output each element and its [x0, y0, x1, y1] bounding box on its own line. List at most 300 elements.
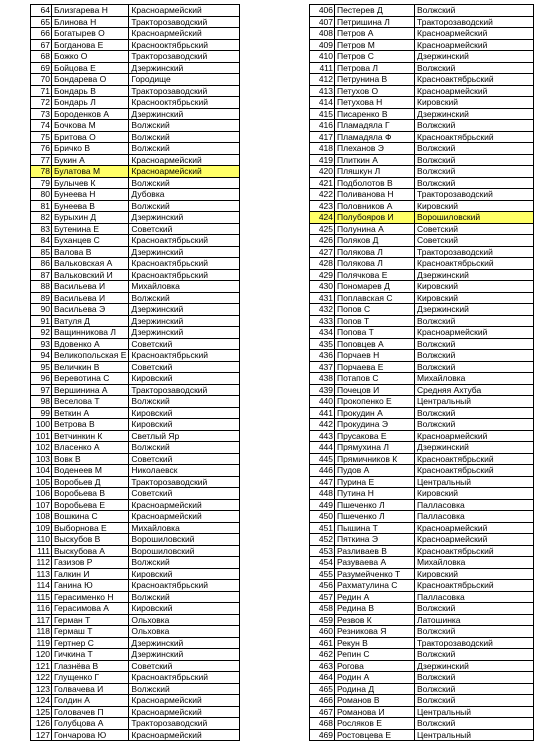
row-number: 410 — [310, 51, 335, 63]
table-row — [31, 120, 240, 132]
person-name: Разумейченко Т — [335, 568, 415, 580]
row-number: 442 — [310, 419, 335, 431]
person-name: Гичкина Т — [52, 649, 129, 661]
table-row — [310, 131, 534, 143]
person-name: Разливаев В — [335, 545, 415, 557]
roster-table-right — [309, 4, 534, 741]
row-number: 117 — [31, 614, 52, 626]
row-number: 425 — [310, 223, 335, 235]
district-name: Дзержинский — [129, 212, 240, 224]
district-name: Дзержинский — [129, 315, 240, 327]
person-name: Гертнер С — [52, 637, 129, 649]
table-row — [31, 442, 240, 454]
person-name: Галкин И — [52, 568, 129, 580]
table-row — [31, 62, 240, 74]
district-name: Советский — [129, 453, 240, 465]
person-name: Путина Н — [335, 488, 415, 500]
row-number: 71 — [31, 85, 52, 97]
row-number: 120 — [31, 649, 52, 661]
district-name: Красноактябрьский — [129, 350, 240, 362]
table-row — [31, 396, 240, 408]
district-name: Красноактябрьский — [129, 258, 240, 270]
person-name: Головачев П — [52, 706, 129, 718]
person-name: Романов В — [335, 695, 415, 707]
district-name: Дзержинский — [129, 327, 240, 339]
person-name: Васильева Э — [52, 304, 129, 316]
table-row — [31, 591, 240, 603]
table-row — [310, 591, 534, 603]
table-row — [310, 672, 534, 684]
person-name: Рахматулина С — [335, 580, 415, 592]
table-row — [310, 695, 534, 707]
table-row — [310, 430, 534, 442]
table-row — [31, 476, 240, 488]
row-number: 444 — [310, 442, 335, 454]
person-name: Пляшкун Л — [335, 166, 415, 178]
row-number: 455 — [310, 568, 335, 580]
table-row — [31, 361, 240, 373]
person-name: Прокудин А — [335, 407, 415, 419]
row-number: 118 — [31, 626, 52, 638]
district-name: Красноармейский — [129, 499, 240, 511]
person-name: Бунеева В — [52, 200, 129, 212]
person-name: Веселова Т — [52, 396, 129, 408]
row-number: 438 — [310, 373, 335, 385]
person-name: Пламадяла Ф — [335, 131, 415, 143]
district-name: Дзержинский — [129, 649, 240, 661]
table-row — [310, 235, 534, 247]
district-name: Тракторозаводский — [415, 189, 534, 201]
table-row — [310, 154, 534, 166]
district-name: Волжский — [129, 442, 240, 454]
table-row — [310, 28, 534, 40]
table-row — [310, 97, 534, 109]
district-name: Дзержинский — [415, 304, 534, 316]
district-name: Красноактябрьский — [129, 672, 240, 684]
district-name: Кировский — [129, 373, 240, 385]
table-row — [310, 143, 534, 155]
person-name: Прусакова Е — [335, 430, 415, 442]
table-row — [31, 5, 240, 17]
row-number: 76 — [31, 143, 52, 155]
person-name: Пышина Т — [335, 522, 415, 534]
row-number: 467 — [310, 706, 335, 718]
row-number: 420 — [310, 166, 335, 178]
table-row — [310, 246, 534, 258]
person-name: Бритова О — [52, 131, 129, 143]
person-name: Власенко А — [52, 442, 129, 454]
table-row — [310, 361, 534, 373]
row-number: 72 — [31, 97, 52, 109]
table-row — [31, 154, 240, 166]
table-row — [310, 200, 534, 212]
table-row — [310, 465, 534, 477]
row-number: 83 — [31, 223, 52, 235]
district-name: Красноармейский — [129, 706, 240, 718]
table-row — [31, 223, 240, 235]
row-number: 416 — [310, 120, 335, 132]
table-row — [31, 39, 240, 51]
table-row — [31, 534, 240, 546]
person-name: Голвачева И — [52, 683, 129, 695]
person-name: Подболотов В — [335, 177, 415, 189]
table-row — [310, 269, 534, 281]
table-row — [31, 672, 240, 684]
district-name: Советский — [415, 235, 534, 247]
district-name: Центральный — [415, 396, 534, 408]
table-row — [31, 580, 240, 592]
table-row-highlighted — [310, 212, 534, 224]
row-number: 458 — [310, 603, 335, 615]
table-row — [310, 120, 534, 132]
district-name: Волжский — [415, 419, 534, 431]
person-name: Почецов И — [335, 384, 415, 396]
district-name: Красноактябрьский — [129, 580, 240, 592]
table-row — [31, 51, 240, 63]
district-name: Красноармейский — [129, 154, 240, 166]
row-number: 78 — [31, 166, 52, 178]
row-number: 112 — [31, 557, 52, 569]
table-row — [310, 223, 534, 235]
district-name: Ворошиловский — [129, 545, 240, 557]
district-name: Ольховка — [129, 626, 240, 638]
row-number: 431 — [310, 292, 335, 304]
table-row — [31, 85, 240, 97]
district-name: Палласовка — [415, 511, 534, 523]
person-name: Голубцова А — [52, 718, 129, 730]
table-row — [310, 626, 534, 638]
district-name: Красноармейский — [415, 430, 534, 442]
table-row — [31, 649, 240, 661]
person-name: Бунеева Н — [52, 189, 129, 201]
table-row — [310, 108, 534, 120]
row-number: 114 — [31, 580, 52, 592]
district-name: Тракторозаводский — [129, 384, 240, 396]
district-name: Центральный — [415, 706, 534, 718]
district-name: Волжский — [415, 166, 534, 178]
table-row — [31, 488, 240, 500]
person-name: Половников А — [335, 200, 415, 212]
district-name: Волжский — [415, 649, 534, 661]
person-name: Рогова — [335, 660, 415, 672]
person-name: Валова В — [52, 246, 129, 258]
district-name: Николаевск — [129, 465, 240, 477]
table-row — [310, 51, 534, 63]
district-name: Дзержинский — [129, 108, 240, 120]
person-name: Величкин В — [52, 361, 129, 373]
district-name: Дзержинский — [415, 108, 534, 120]
row-number: 459 — [310, 614, 335, 626]
person-name: Бондарь Л — [52, 97, 129, 109]
row-number: 65 — [31, 16, 52, 28]
row-number: 434 — [310, 327, 335, 339]
table-row — [31, 384, 240, 396]
person-name: Ветрова В — [52, 419, 129, 431]
person-name: Блинова Н — [52, 16, 129, 28]
row-number: 102 — [31, 442, 52, 454]
district-name: Кировский — [129, 419, 240, 431]
row-number: 441 — [310, 407, 335, 419]
district-name: Михайловка — [129, 281, 240, 293]
district-name: Красноактябрьский — [129, 269, 240, 281]
table-row — [310, 557, 534, 569]
row-number: 123 — [31, 683, 52, 695]
row-number: 75 — [31, 131, 52, 143]
district-name: Ворошиловский — [129, 534, 240, 546]
person-name: Бурыхин Д — [52, 212, 129, 224]
person-name: Вальковская А — [52, 258, 129, 270]
district-name: Волжский — [415, 62, 534, 74]
person-name: Росляков Е — [335, 718, 415, 730]
row-number: 463 — [310, 660, 335, 672]
table-row — [310, 729, 534, 741]
table-row — [31, 522, 240, 534]
person-name: Поляков Д — [335, 235, 415, 247]
person-name: Гермаш Т — [52, 626, 129, 638]
person-name: Писаренко В — [335, 108, 415, 120]
table-row — [31, 511, 240, 523]
person-name: Герасименко Н — [52, 591, 129, 603]
person-name: Глазнёва В — [52, 660, 129, 672]
district-name: Волжский — [415, 672, 534, 684]
table-row — [31, 626, 240, 638]
person-name: Булатова М — [52, 166, 129, 178]
district-name: Волжский — [415, 683, 534, 695]
row-number: 440 — [310, 396, 335, 408]
person-name: Полякова Л — [335, 258, 415, 270]
table-row — [31, 143, 240, 155]
person-name: Вдовенко А — [52, 338, 129, 350]
row-number: 426 — [310, 235, 335, 247]
table-row — [31, 557, 240, 569]
row-number: 97 — [31, 384, 52, 396]
district-name: Кировский — [415, 568, 534, 580]
district-name: Красноармейский — [129, 695, 240, 707]
person-name: Богданова Е — [52, 39, 129, 51]
person-name: Потапов С — [335, 373, 415, 385]
row-number: 121 — [31, 660, 52, 672]
person-name: Рекун В — [335, 637, 415, 649]
table-row — [31, 614, 240, 626]
row-number: 127 — [31, 729, 52, 741]
table-row — [310, 384, 534, 396]
person-name: Попова Т — [335, 327, 415, 339]
person-name: Петришина Л — [335, 16, 415, 28]
row-number: 447 — [310, 476, 335, 488]
person-name: Бойцова Е — [52, 62, 129, 74]
table-row — [310, 603, 534, 615]
row-number: 407 — [310, 16, 335, 28]
table-row — [31, 74, 240, 86]
table-row — [310, 62, 534, 74]
person-name: Пурина Е — [335, 476, 415, 488]
person-name: Поповцев А — [335, 338, 415, 350]
district-name: Средняя Ахтуба — [415, 384, 534, 396]
table-row — [310, 534, 534, 546]
table-row — [31, 212, 240, 224]
row-number: 437 — [310, 361, 335, 373]
table-row — [31, 108, 240, 120]
row-number: 413 — [310, 85, 335, 97]
district-name: Михайловка — [415, 373, 534, 385]
table-row — [310, 488, 534, 500]
person-name: Петров М — [335, 39, 415, 51]
district-name: Волжский — [129, 396, 240, 408]
table-row — [31, 683, 240, 695]
district-name: Красноактябрьский — [415, 453, 534, 465]
row-number: 96 — [31, 373, 52, 385]
person-name: Петрова Л — [335, 62, 415, 74]
person-name: Глущенко Г — [52, 672, 129, 684]
person-name: Бороденков А — [52, 108, 129, 120]
person-name: Газизов Р — [52, 557, 129, 569]
person-name: Романова И — [335, 706, 415, 718]
table-row — [310, 442, 534, 454]
district-name: Волжский — [415, 603, 534, 615]
district-name: Волжский — [129, 120, 240, 132]
row-number: 77 — [31, 154, 52, 166]
district-name: Михайловка — [129, 522, 240, 534]
table-row — [31, 269, 240, 281]
district-name: Краснооктябрьский — [129, 39, 240, 51]
row-number: 429 — [310, 269, 335, 281]
table-row — [310, 292, 534, 304]
person-name: Петухов О — [335, 85, 415, 97]
row-number: 460 — [310, 626, 335, 638]
roster-table-left — [30, 4, 240, 741]
table-row — [31, 706, 240, 718]
person-name: Васильева И — [52, 292, 129, 304]
table-row — [310, 476, 534, 488]
table-row — [310, 304, 534, 316]
row-number: 93 — [31, 338, 52, 350]
row-number: 417 — [310, 131, 335, 143]
row-number: 465 — [310, 683, 335, 695]
person-name: Выскубова А — [52, 545, 129, 557]
person-name: Прямухина Л — [335, 442, 415, 454]
person-name: Полубояров И — [335, 212, 415, 224]
district-name: Городище — [129, 74, 240, 86]
district-name: Советский — [129, 338, 240, 350]
row-number: 99 — [31, 407, 52, 419]
row-number: 422 — [310, 189, 335, 201]
row-number: 411 — [310, 62, 335, 74]
row-number: 119 — [31, 637, 52, 649]
district-name: Волжский — [415, 177, 534, 189]
district-name: Палласовка — [415, 499, 534, 511]
district-name: Тракторозаводский — [415, 16, 534, 28]
district-name: Красноармейский — [415, 28, 534, 40]
row-number: 98 — [31, 396, 52, 408]
person-name: Петухова Н — [335, 97, 415, 109]
district-name: Красноактябрьский — [415, 465, 534, 477]
person-name: Букин А — [52, 154, 129, 166]
person-name: Пшеченко Л — [335, 499, 415, 511]
district-name: Дзержинский — [129, 62, 240, 74]
row-number: 92 — [31, 327, 52, 339]
table-row — [310, 189, 534, 201]
table-row — [31, 16, 240, 28]
person-name: Бочкова М — [52, 120, 129, 132]
row-number: 448 — [310, 488, 335, 500]
person-name: Гончарова Ю — [52, 729, 129, 741]
district-name: Кировский — [415, 281, 534, 293]
row-number: 104 — [31, 465, 52, 477]
district-name: Волжский — [415, 315, 534, 327]
district-name: Красноармейский — [415, 534, 534, 546]
row-number: 105 — [31, 476, 52, 488]
district-name: Волжский — [129, 292, 240, 304]
row-number: 419 — [310, 154, 335, 166]
district-name: Волжский — [415, 143, 534, 155]
table-row — [31, 430, 240, 442]
district-name: Кировский — [129, 603, 240, 615]
table-row — [31, 637, 240, 649]
row-number: 468 — [310, 718, 335, 730]
row-number: 418 — [310, 143, 335, 155]
row-number: 89 — [31, 292, 52, 304]
district-name: Палласовка — [415, 591, 534, 603]
district-name: Кировский — [129, 568, 240, 580]
row-number: 453 — [310, 545, 335, 557]
row-number: 74 — [31, 120, 52, 132]
table-row — [310, 5, 534, 17]
row-number: 430 — [310, 281, 335, 293]
person-name: Бричко В — [52, 143, 129, 155]
row-number: 94 — [31, 350, 52, 362]
table-row — [31, 499, 240, 511]
person-name: Ващинникова Л — [52, 327, 129, 339]
table-row — [31, 695, 240, 707]
district-name: Волжский — [415, 120, 534, 132]
row-number: 450 — [310, 511, 335, 523]
district-name: Волжский — [415, 626, 534, 638]
district-name: Дзержинский — [129, 304, 240, 316]
district-name: Советский — [129, 223, 240, 235]
table-row — [310, 637, 534, 649]
district-name: Волжский — [415, 361, 534, 373]
row-number: 70 — [31, 74, 52, 86]
district-name: Кировский — [415, 488, 534, 500]
person-name: Плеханов Э — [335, 143, 415, 155]
person-name: Плиткин А — [335, 154, 415, 166]
district-name: Красноармейский — [415, 39, 534, 51]
row-number: 415 — [310, 108, 335, 120]
person-name: Попов Т — [335, 315, 415, 327]
district-name: Дзержинский — [415, 269, 534, 281]
table-row — [310, 315, 534, 327]
row-number: 88 — [31, 281, 52, 293]
person-name: Герман Т — [52, 614, 129, 626]
row-number: 439 — [310, 384, 335, 396]
person-name: Воробьева Е — [52, 499, 129, 511]
person-name: Петрунина В — [335, 74, 415, 86]
person-name: Булычев К — [52, 177, 129, 189]
row-number: 462 — [310, 649, 335, 661]
row-number: 66 — [31, 28, 52, 40]
table-row — [310, 85, 534, 97]
district-name: Красноармейский — [129, 28, 240, 40]
row-number: 82 — [31, 212, 52, 224]
person-name: Буханцев С — [52, 235, 129, 247]
district-name: Волжский — [415, 718, 534, 730]
district-name: Волжский — [415, 407, 534, 419]
table-row — [31, 350, 240, 362]
row-number: 113 — [31, 568, 52, 580]
row-number: 90 — [31, 304, 52, 316]
district-name: Волжский — [415, 5, 534, 17]
row-number: 461 — [310, 637, 335, 649]
